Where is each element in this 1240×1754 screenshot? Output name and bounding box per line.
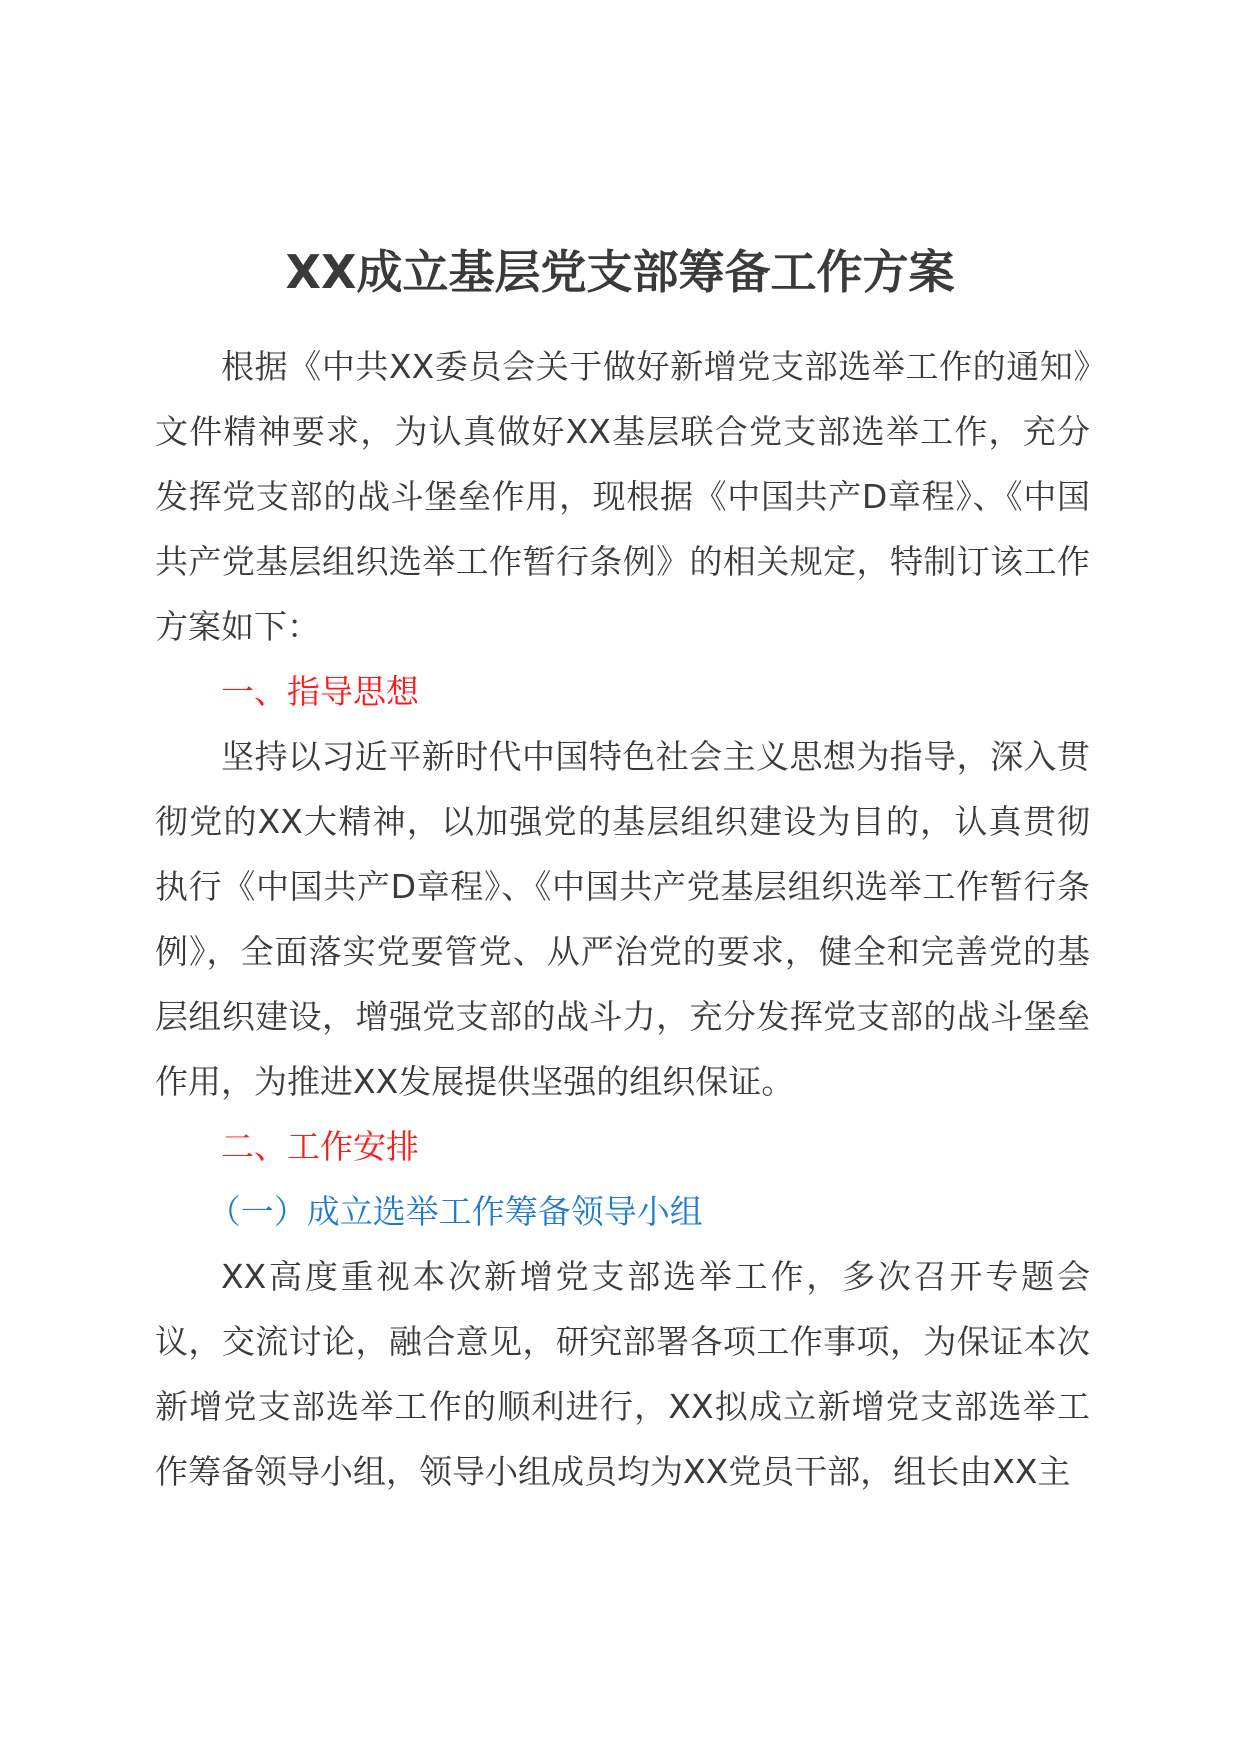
subsection-heading-leadership-group: （一）成立选举工作筹备领导小组	[207, 1192, 703, 1231]
section-heading-guiding-ideology: 一、指导思想	[221, 672, 419, 711]
document-title: XX成立基层党支部筹备工作方案	[285, 245, 955, 299]
intro-paragraph: 根据《中共XX委员会关于做好新增党支部选举工作的通知》文件精神要求，为认真做好XX基层联合党支部选举工作，充分发挥党支部的战斗堡垒作用，现根据《中国共产D章程》、《中国共产党基层组织选举工作暂行条例》的相关规定，特制订该工作方案如下：	[155, 347, 1090, 646]
section-heading-work-arrangement: 二、工作安排	[221, 1127, 419, 1166]
leadership-group-paragraph: XX高度重视本次新增党支部选举工作，多次召开专题会议，交流讨论，融合意见，研究部署各项工作事项，为保证本次新增党支部选举工作的顺利进行，XX拟成立新增党支部选举工作筹备领导小组，领导小组成员均为XX党员干部，组长由XX主	[155, 1257, 1090, 1491]
guiding-ideology-paragraph: 坚持以习近平新时代中国特色社会主义思想为指导，深入贯彻党的XX大精神，以加强党的基层组织建设为目的，认真贯彻执行《中国共产D章程》、《中国共产党基层组织选举工作暂行条例》，全面落实党要管党、从严治党的要求，健全和完善党的基层组织建设，增强党支部的战斗力，充分发挥党支部的战斗堡垒作用，为推进XX发展提供坚强的组织保证。	[155, 737, 1090, 1101]
document-body	[155, 334, 1090, 1504]
